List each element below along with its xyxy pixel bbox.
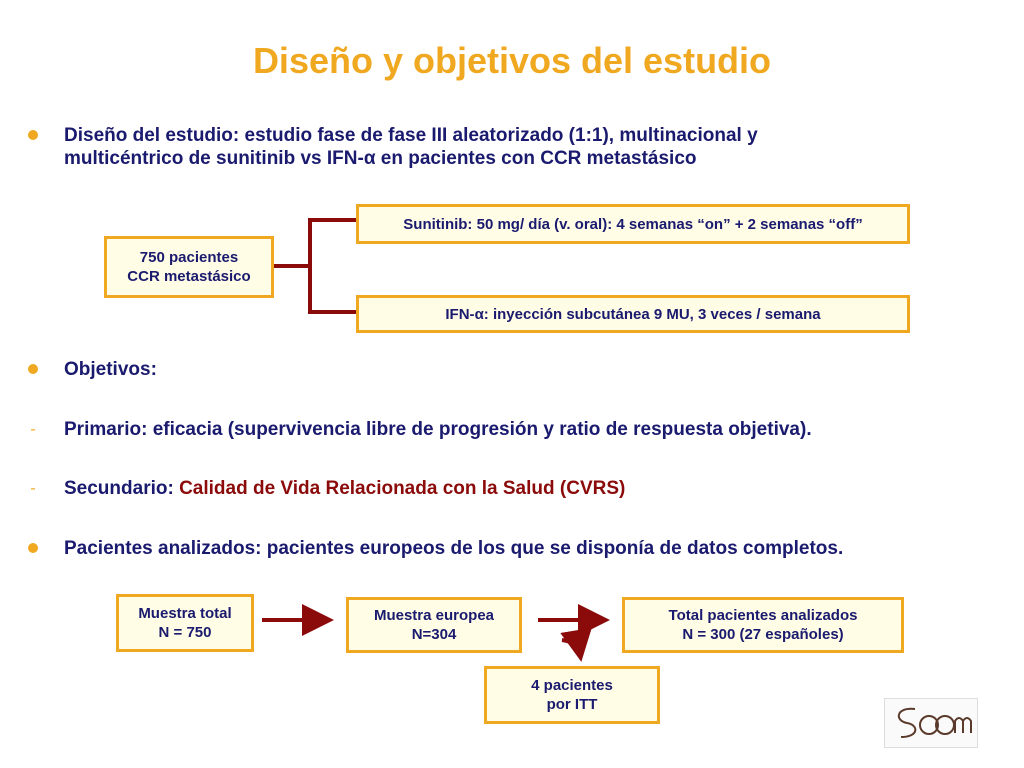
objectives-text: Objetivos: xyxy=(64,359,157,380)
primary-text: Primario: eficacia (supervivencia libre de progresión y ratio de respuesta objetiva). xyxy=(64,419,812,440)
arrow-to-itt xyxy=(562,640,580,654)
arm-ifn-prefix: IFN- xyxy=(445,305,475,323)
dash-icon: - xyxy=(30,480,36,497)
dash-icon: - xyxy=(30,421,36,438)
slide-title: Diseño y objetivos del estudio xyxy=(252,40,772,81)
itt-line-2: por ITT xyxy=(546,696,598,713)
arm-ifn-alpha: α xyxy=(474,305,484,323)
arm-ifn-suffix: : inyección subcutánea 9 MU, 3 veces / semana xyxy=(483,305,821,323)
european-sample-box xyxy=(346,597,522,653)
alpha-symbol: α xyxy=(363,148,376,169)
patients-line-1: 750 pacientes xyxy=(139,249,239,266)
patients-line-2: CCR metastásico xyxy=(127,268,251,285)
secondary-value: Calidad de Vida Relacionada con la Salud (CVRS) xyxy=(179,478,626,499)
analyzed-line-1: Total pacientes analizados xyxy=(668,607,858,624)
total-line-2: N = 750 xyxy=(158,624,212,641)
design-line-2-end: en pacientes con CCR metastásico xyxy=(375,148,697,169)
analyzed-box xyxy=(622,597,904,653)
secondary-label: Secundario: xyxy=(64,478,180,499)
itt-line-1: 4 pacientes xyxy=(531,677,613,694)
total-line-1: Muestra total xyxy=(138,605,232,622)
design-line-1: Diseño del estudio: estudio fase de fase III aleatorizado (1:1), multinacional y xyxy=(64,125,758,146)
seom-logo xyxy=(884,698,978,748)
analyzed-line-2: N = 300 (27 españoles) xyxy=(682,626,844,643)
european-line-2: N=304 xyxy=(411,626,457,643)
european-line-1: Muestra europea xyxy=(373,607,495,624)
itt-box xyxy=(484,666,660,724)
arm-sunitinib-text: Sunitinib: 50 mg/ día (v. oral): 4 semanas “on” + 2 semanas “off” xyxy=(403,215,863,233)
total-sample-box xyxy=(116,594,254,652)
analyzed-text: Pacientes analizados: pacientes europeos de los que se disponía de datos completos. xyxy=(64,538,844,559)
seom-logo-icon xyxy=(885,699,977,747)
design-line-2-start: multicéntrico de sunitinib vs IFN- xyxy=(64,148,364,169)
